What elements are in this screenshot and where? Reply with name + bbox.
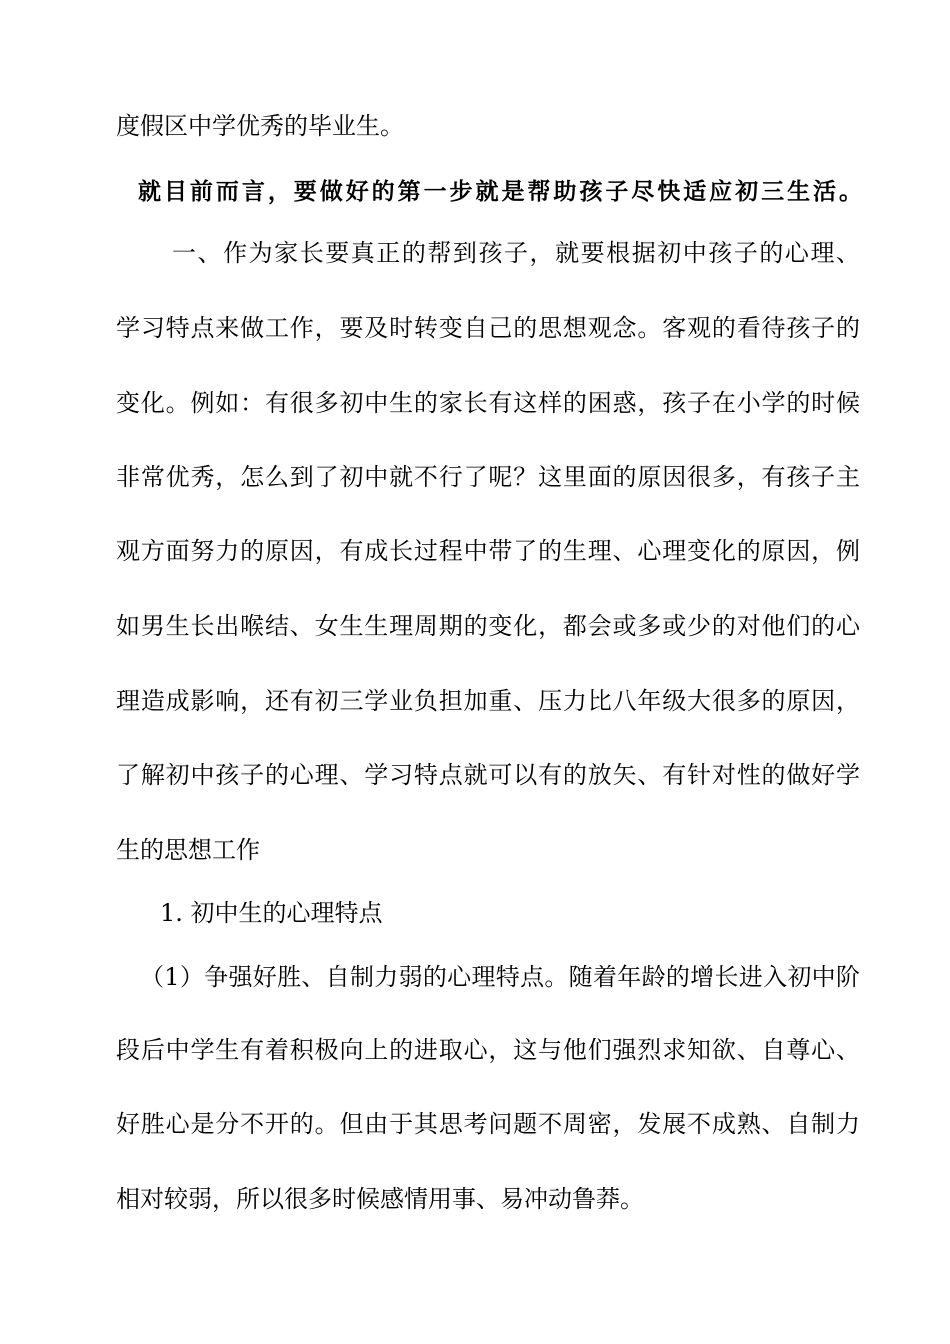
paragraph-1-line-9: 生的思想工作 — [116, 836, 260, 864]
paragraph-1-line-5: 观方面努力的原因，有成长过程中带了的生理、心理变化的原因，例 — [116, 537, 860, 565]
paragraph-1-line-1: 一、作为家长要真正的帮到孩子，就要根据初中孩子的心理、 — [172, 239, 860, 267]
section-heading: 1. 初中生的心理特点 — [160, 899, 383, 927]
paragraph-2-line-2: 段后中学生有着积极向上的进取心，这与他们强烈求知欲、自尊心、 — [116, 1036, 860, 1064]
paragraph-1-line-4: 非常优秀，怎么到了初中就不行了呢？这里面的原因很多，有孩子主 — [116, 463, 860, 491]
paragraph-1-line-6: 如男生长出喉结、女生生理周期的变化，都会或多或少的对他们的心 — [116, 612, 860, 640]
paragraph-1-line-7: 理造成影响，还有初三学业负担加重、压力比八年级大很多的原因， — [116, 687, 860, 715]
paragraph-2-line-4: 相对较弱，所以很多时候感情用事、易冲动鲁莽。 — [116, 1185, 644, 1213]
paragraph-1-line-2: 学习特点来做工作，要及时转变自己的思想观念。客观的看待孩子的 — [116, 314, 860, 342]
bold-heading-line: 就目前而言，要做好的第一步就是帮助孩子尽快适应初三生活。 — [138, 179, 862, 205]
text-line-1: 度假区中学优秀的毕业生。 — [116, 112, 404, 140]
paragraph-1-line-3: 变化。例如：有很多初中生的家长有这样的困惑，孩子在小学的时候 — [116, 389, 860, 417]
paragraph-2-line-3: 好胜心是分不开的。但由于其思考问题不周密，发展不成熟、自制力 — [116, 1110, 860, 1138]
paragraph-2-line-1: （1）争强好胜、自制力弱的心理特点。随着年龄的增长进入初中阶 — [140, 963, 860, 991]
paragraph-1-line-8: 了解初中孩子的心理、学习特点就可以有的放矢、有针对性的做好学 — [116, 761, 860, 789]
